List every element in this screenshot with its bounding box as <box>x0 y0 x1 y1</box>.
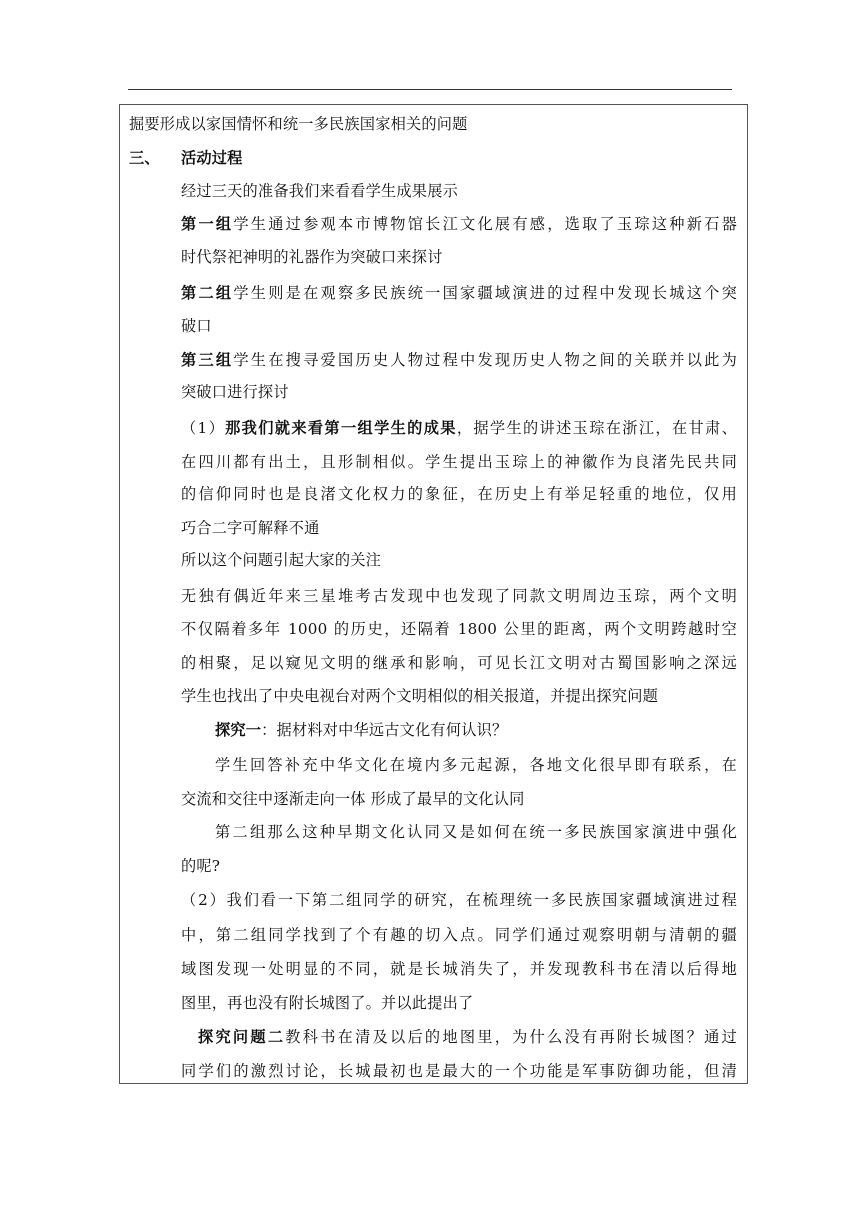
text-line: 中，第二组同学找到了个有趣的切入点。同学们通过观察明朝与清朝的疆 <box>181 926 737 944</box>
text-line: 探究一：据材料对中华远古文化有何认识？ <box>215 721 508 739</box>
text-line: 的呢? <box>181 857 221 875</box>
inquiry-label: 探究问题二 <box>198 1028 286 1046</box>
text-line: 的相聚，足以窥见文明的继承和影响，可见长江文明对古蜀国影响之深远 <box>181 654 737 672</box>
group-label: 第二组 <box>181 284 234 302</box>
section-title: 活动过程 <box>181 149 243 167</box>
header-rule <box>128 89 732 90</box>
inquiry-label: 探究一 <box>215 721 262 739</box>
text-line: 无独有偶近年来三星堆考古发现中也发现了同款文明周边玉琮，两个文明 <box>181 587 737 605</box>
text-line: 在四川都有出土，且形制相似。学生提出玉琮上的神徽作为良渚先民共同 <box>181 453 737 471</box>
text-line: 交流和交往中逐渐走向一体 形成了最早的文化认同 <box>181 790 525 808</box>
text-line: 第三组学生在搜寻爱国历史人物过程中发现历史人物之间的关联并以此为 <box>181 351 737 369</box>
text-line: 第一组学生通过参观本市博物馆长江文化展有感，选取了玉琮这种新石器 <box>181 215 737 233</box>
text-line: 学生也找出了中央电视台对两个文明相似的相关报道，并提出探究问题 <box>181 687 659 705</box>
text-line: 经过三天的准备我们来看看学生成果展示 <box>181 182 458 200</box>
text-line: 的信仰同时也是良渚文化权力的象征，在历史上有举足轻重的地位，仅用 <box>181 485 737 503</box>
text-line: 第二组那么这种早期文化认同又是如何在统一多民族国家演进中强化 <box>215 823 737 841</box>
text-line: 所以这个问题引起大家的关注 <box>181 551 382 569</box>
text-line: 掘要形成以家国情怀和统一多民族国家相关的问题 <box>129 115 468 133</box>
text-line: 突破口进行探讨 <box>181 383 289 401</box>
text-line: （1）那我们就来看第一组学生的成果，据学生的讲述玉琮在浙江，在甘肃、 <box>181 419 737 437</box>
text-line: 图里，再也没有附长城图了。并以此提出了 <box>181 994 474 1012</box>
text-line: 同学们的激烈讨论，长城最初也是最大的一个功能是军事防御功能，但清 <box>181 1062 737 1080</box>
text-line: 探究问题二教科书在清及以后的地图里，为什么没有再附长城图？通过 <box>198 1028 738 1046</box>
section-number: 三、 <box>129 149 160 167</box>
text-line: 破口 <box>181 317 212 335</box>
text-line: 域图发现一处明显的不同，就是长城消失了，并发现教科书在清以后得地 <box>181 960 737 978</box>
text-line: 学生回答补充中华文化在境内多元起源，各地文化很早即有联系，在 <box>215 756 737 774</box>
text-line: 巧合二字可解释不通 <box>181 519 320 537</box>
text-line: 不仅隔着多年 1000 的历史，还隔着 1800 公里的距离，两个文明跨越时空 <box>181 620 737 638</box>
group-label: 第一组 <box>181 215 234 233</box>
text-line: 时代祭祀神明的礼器作为突破口来探讨 <box>181 248 443 266</box>
text-line: 第二组学生则是在观察多民族统一国家疆域演进的过程中发现长城这个突 <box>181 284 737 302</box>
content-box <box>119 104 748 1084</box>
group-label: 第三组 <box>181 351 234 369</box>
text-line: （2）我们看一下第二组同学的研究，在梳理统一多民族国家疆域演进过程 <box>181 891 737 909</box>
